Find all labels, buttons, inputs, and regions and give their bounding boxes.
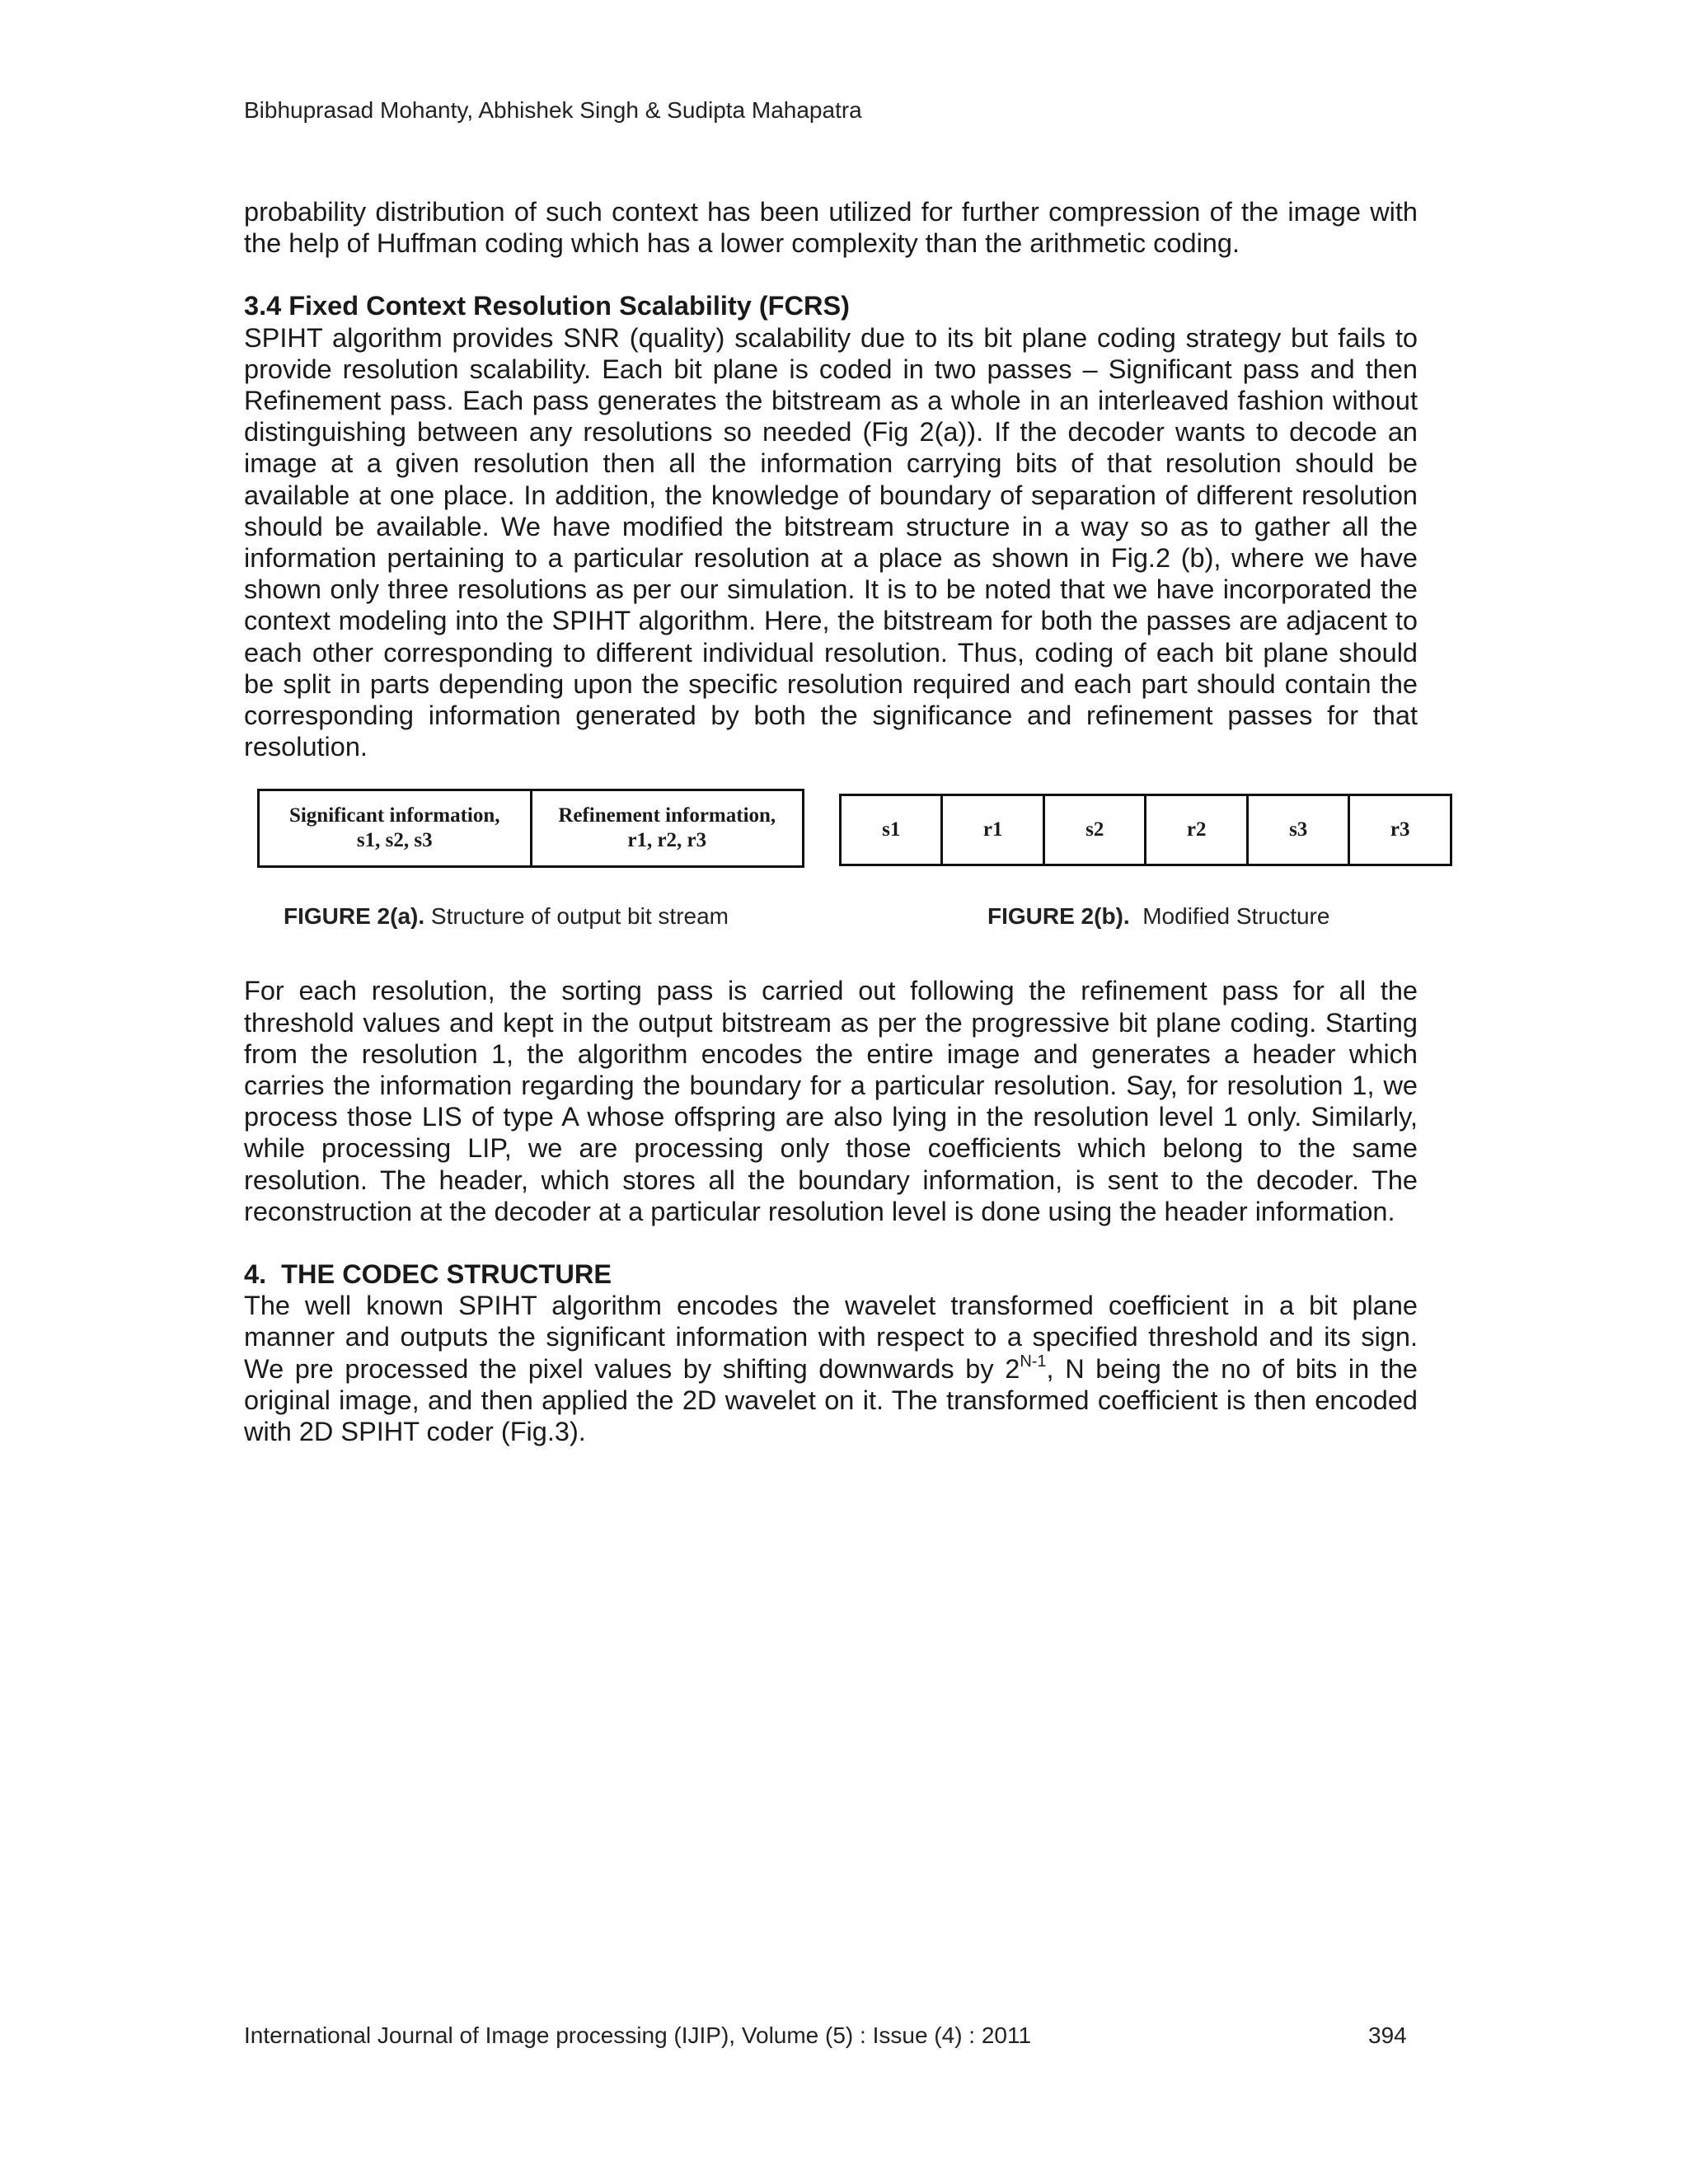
cell-text: Significant information,: [288, 804, 500, 827]
cell-text: Refinement information,: [558, 804, 776, 827]
figure-2b-table: [839, 794, 1452, 866]
figure-2a-cell-significant: [259, 790, 532, 867]
figure-2b-cell: r2: [1146, 795, 1248, 865]
footer-journal: International Journal of Image processing (IJIP), Volume (5) : Issue (4) : 2011: [244, 2022, 1032, 2048]
figure-2b-cell: s3: [1247, 795, 1348, 865]
figure-2b-cell: s2: [1043, 795, 1145, 865]
body-text: [244, 196, 1418, 1447]
paragraph-1: probability distribution of such context has been utilized for further compression of the image with the help of Huffman coding which has a lower complexity than the arithmetic coding.: [244, 197, 1418, 259]
superscript: N-1: [1020, 1352, 1047, 1371]
running-header: Bibhuprasad Mohanty, Abhishek Singh & Sudipta Mahapatra: [244, 97, 862, 123]
cell-text: s1, s2, s3: [356, 829, 433, 852]
figure-2a-caption: [284, 901, 729, 932]
caption-label: FIGURE 2(b).: [987, 903, 1130, 930]
cell-text: r1, r2, r3: [627, 829, 707, 852]
figure-2b-cell: s1: [841, 795, 942, 865]
figure-2b-caption: [987, 901, 1329, 932]
caption-label: FIGURE 2(a).: [284, 903, 425, 930]
section-4-title: 4. THE CODEC STRUCTURE: [244, 1259, 612, 1290]
figure-2b-cell: r1: [942, 795, 1044, 865]
figure-2: [244, 789, 1418, 975]
paragraph-3: For each resolution, the sorting pass is carried out following the refinement pass for all the threshold values and kept in the output bitstream as per the progressive bit plane coding. Starting from the resolution 1, the algorithm encodes the entire image and generates a header which carries the information regarding the boundary for a particular resolution. Say, for resolution 1, we process those LIS of type A whose offspring are also lying in the resolution level 1 only. Similarly, while processing LIP, we are processing only those coefficients which belong to the same resolution. The header, which stores all the boundary information, is sent to the decoder. The reconstruction at the decoder at a particular resolution level is done using the header information.: [244, 976, 1418, 1226]
page-number: 394: [1368, 2022, 1407, 2048]
caption-text: Modified Structure: [1129, 903, 1330, 930]
caption-text: Structure of output bit stream: [424, 903, 729, 930]
paragraph-2: SPIHT algorithm provides SNR (quality) scalability due to its bit plane coding strategy but fails to provide resolution scalability. Each bit plane is coded in two passes – Significant pass and then Refinement pass. Each pass generates the bitstream as a whole in an interleaved fashion without distinguishing between any resolutions so needed (Fig 2(a)). If the decoder wants to decode an image at a given resolution then all the information carrying bits of that resolution should be available at one place. In addition, the knowledge of boundary of separation of different resolution should be available. We have modified the bitstream structure in a way so as to gather all the information pertaining to a particular resolution at a place as shown in Fig.2 (b), where we have shown only three resolutions as per our simulation. It is to be noted that we have incorporated the context modeling into the SPIHT algorithm. Here, the bitstream for both the passes are adjacent to each other corresponding to different individual resolution. Thus, coding of each bit plane should be split in parts depending upon the specific resolution required and each part should contain the corresponding information generated by both the significance and refinement passes for that resolution.: [244, 322, 1418, 762]
paragraph-4-part-b: , N being the no of bits in the original image, and then applied the 2D wavelet on it. The transformed coefficient is then encoded with 2D SPIHT coder (Fig.3).: [244, 1353, 1418, 1447]
paragraph-4: [244, 1290, 1418, 1447]
paragraph-4-part-a: The well known SPIHT algorithm encodes the wavelet transformed coefficient in a bit plane manner and outputs the significant information with respect to a specified threshold and its sign. We pre processed the pixel values by shifting downwards by 2: [244, 1291, 1418, 1384]
section-3-4-title: 3.4 Fixed Context Resolution Scalability (FCRS): [244, 291, 850, 321]
figure-2a-cell-refinement: [531, 790, 804, 867]
figure-2b-cell: r3: [1349, 795, 1451, 865]
figure-2a-table: [257, 789, 804, 868]
